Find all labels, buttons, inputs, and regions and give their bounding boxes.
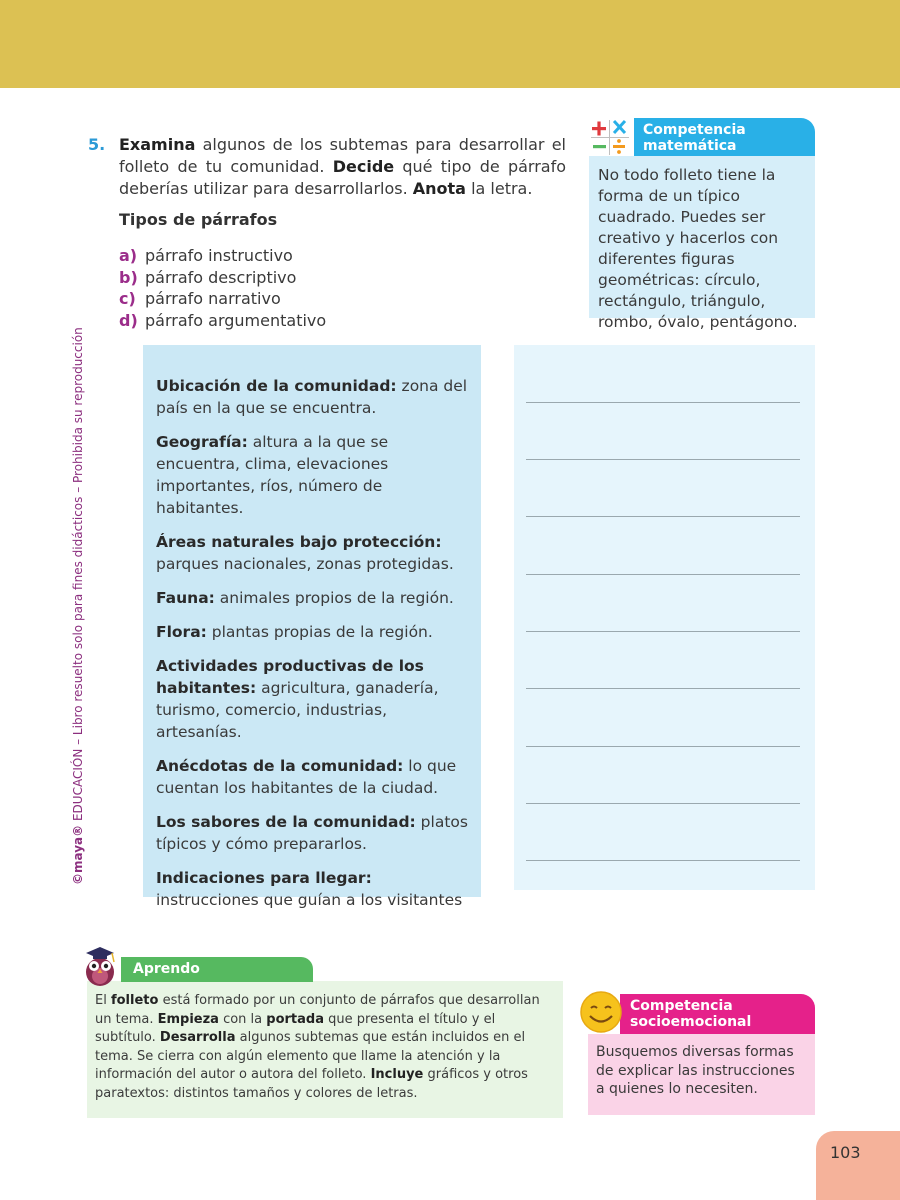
option-c xyxy=(119,288,326,310)
option-a xyxy=(119,245,326,267)
smiley-face-icon xyxy=(578,989,624,1035)
question-number: 5. xyxy=(88,135,106,154)
subtopic-desc: lo que cuentan los habitantes de la ciudad. xyxy=(156,757,457,797)
credit-text: EDUCACIÓN – Libro resuelto solo para fines didácticos – Prohibida su reproducción xyxy=(71,327,85,825)
answer-line[interactable] xyxy=(526,688,800,689)
aprendo-bold: Empieza xyxy=(157,1011,219,1027)
aprendo-span: que presenta el título y el subtítulo. xyxy=(95,1011,496,1045)
verb-decide: Decide xyxy=(332,157,395,176)
question-text-2: qué tipo de párrafo deberías utilizar para desarrollarlos. xyxy=(119,157,566,198)
math-competency-box xyxy=(589,118,815,331)
option-letter: b) xyxy=(119,267,138,287)
answer-line[interactable] xyxy=(526,746,800,747)
subtopic-desc: parques nacionales, zonas protegidas. xyxy=(156,555,454,573)
subtopic-item xyxy=(156,655,471,743)
answer-line[interactable] xyxy=(526,803,800,804)
subtopic-desc: altura a la que se encuentra, clima, elevaciones importantes, ríos, número de habitantes. xyxy=(156,433,389,517)
subtopic-desc: plantas propias de la región. xyxy=(206,623,433,641)
side-copyright-credit xyxy=(71,327,85,885)
option-text: párrafo instructivo xyxy=(145,246,293,265)
subtopic-desc: animales propios de la región. xyxy=(214,589,454,607)
verb-examina: Examina xyxy=(119,135,196,154)
subtopic-term: Geografía: xyxy=(156,433,248,451)
aprendo-span: está formado por un conjunto de párrafos que desarrollan un tema. xyxy=(95,993,540,1027)
owl-graduate-icon xyxy=(76,940,124,988)
aprendo-bold: portada xyxy=(266,1011,324,1027)
subtopic-item xyxy=(156,531,471,575)
subtopic-term: Ubicación de la comunidad: xyxy=(156,377,397,395)
math-title-line1: Competencia xyxy=(643,122,746,138)
subtopic-term: Los sabores de la comunidad: xyxy=(156,813,416,831)
subtopic-desc: agricultura, ganadería, turismo, comercio, industrias, artesanías. xyxy=(156,679,439,741)
answer-line[interactable] xyxy=(526,459,800,460)
question-5 xyxy=(88,134,566,200)
subtopic-item xyxy=(156,867,471,911)
aprendo-bold: Incluye xyxy=(370,1067,424,1082)
question-text-3: la letra. xyxy=(465,179,533,198)
subtopic-term: Indicaciones para llegar: xyxy=(156,869,372,887)
paragraph-types-title: Tipos de párrafos xyxy=(119,210,278,229)
subtopic-desc: zona del país en la que se encuentra. xyxy=(156,377,468,417)
option-letter: a) xyxy=(119,246,138,265)
subtopic-item xyxy=(156,431,471,519)
subtopic-desc: platos típicos y cómo prepararlos. xyxy=(156,813,468,853)
paragraph-types-list xyxy=(119,245,326,331)
option-letter: d) xyxy=(119,310,138,330)
option-text: párrafo argumentativo xyxy=(145,310,327,330)
socio-competency-text: Busquemos diversas formas de explicar las instrucciones a quienes lo necesiten. xyxy=(588,1034,815,1115)
math-competency-header xyxy=(634,118,815,156)
socio-title-line1: Competencia xyxy=(630,998,733,1014)
answer-area xyxy=(514,345,815,890)
subtopic-item xyxy=(156,587,471,609)
subtopic-desc: instrucciones que guían a los visitantes xyxy=(156,891,463,909)
option-d xyxy=(119,310,326,332)
math-title-line2: matemática xyxy=(643,138,737,154)
subtopic-item xyxy=(156,375,471,419)
question-text xyxy=(119,134,566,200)
option-text: párrafo narrativo xyxy=(145,289,281,308)
answer-line[interactable] xyxy=(526,574,800,575)
answer-line[interactable] xyxy=(526,631,800,632)
answer-line[interactable] xyxy=(526,860,800,861)
aprendo-span: con la xyxy=(218,1011,267,1027)
subtopic-term: Áreas naturales bajo protección: xyxy=(156,533,442,551)
subtopic-item xyxy=(156,621,471,643)
brand-logo-text: maya xyxy=(71,836,85,873)
option-b xyxy=(119,267,326,289)
aprendo-span: algunos subtemas que están incluidos en el tema. Se cierra con algún elemento que llame la atención y la información del autor o autora del folleto. xyxy=(95,1030,526,1082)
socio-competency-header xyxy=(620,994,815,1034)
option-letter: c) xyxy=(119,289,136,308)
subtopic-item xyxy=(156,811,471,855)
verb-anota: Anota xyxy=(412,179,466,198)
subtopics-box xyxy=(143,345,481,909)
socio-title-line2: socioemocional xyxy=(630,1014,752,1030)
aprendo-span: gráficos y otros paratextos: distintos tamaños y colores de letras. xyxy=(95,1067,528,1101)
aprendo-span: El xyxy=(95,993,111,1008)
subtopic-term: Flora: xyxy=(156,623,207,641)
math-competency-text: No todo folleto tiene la forma de un típico cuadrado. Puedes ser creativo y hacerlos con diferentes figuras geométricas: círculo, rectángulo, triángulo, rombo, óvalo, pentágono. xyxy=(589,156,815,318)
answer-line[interactable] xyxy=(526,402,800,403)
aprendo-header: Aprendo xyxy=(121,957,313,982)
subtopic-term: Anécdotas de la comunidad: xyxy=(156,757,404,775)
registered-mark: ® xyxy=(71,824,85,837)
question-text-1: algunos de los subtemas para desarrollar el folleto de tu comunidad. xyxy=(119,135,566,176)
aprendo-bold: Desarrolla xyxy=(159,1030,236,1045)
subtopic-term: Actividades productivas de los habitantes: xyxy=(156,657,424,697)
answer-line[interactable] xyxy=(526,516,800,517)
page-number: 103 xyxy=(816,1131,900,1200)
aprendo-bold: folleto xyxy=(110,993,159,1008)
copyright-symbol: © xyxy=(71,873,85,885)
math-operators-icon xyxy=(589,118,635,158)
subtopic-term: Fauna: xyxy=(156,589,215,607)
top-color-band xyxy=(0,0,900,88)
subtopic-item xyxy=(156,755,471,799)
aprendo-text xyxy=(95,992,557,1103)
option-text: párrafo descriptivo xyxy=(145,267,297,287)
